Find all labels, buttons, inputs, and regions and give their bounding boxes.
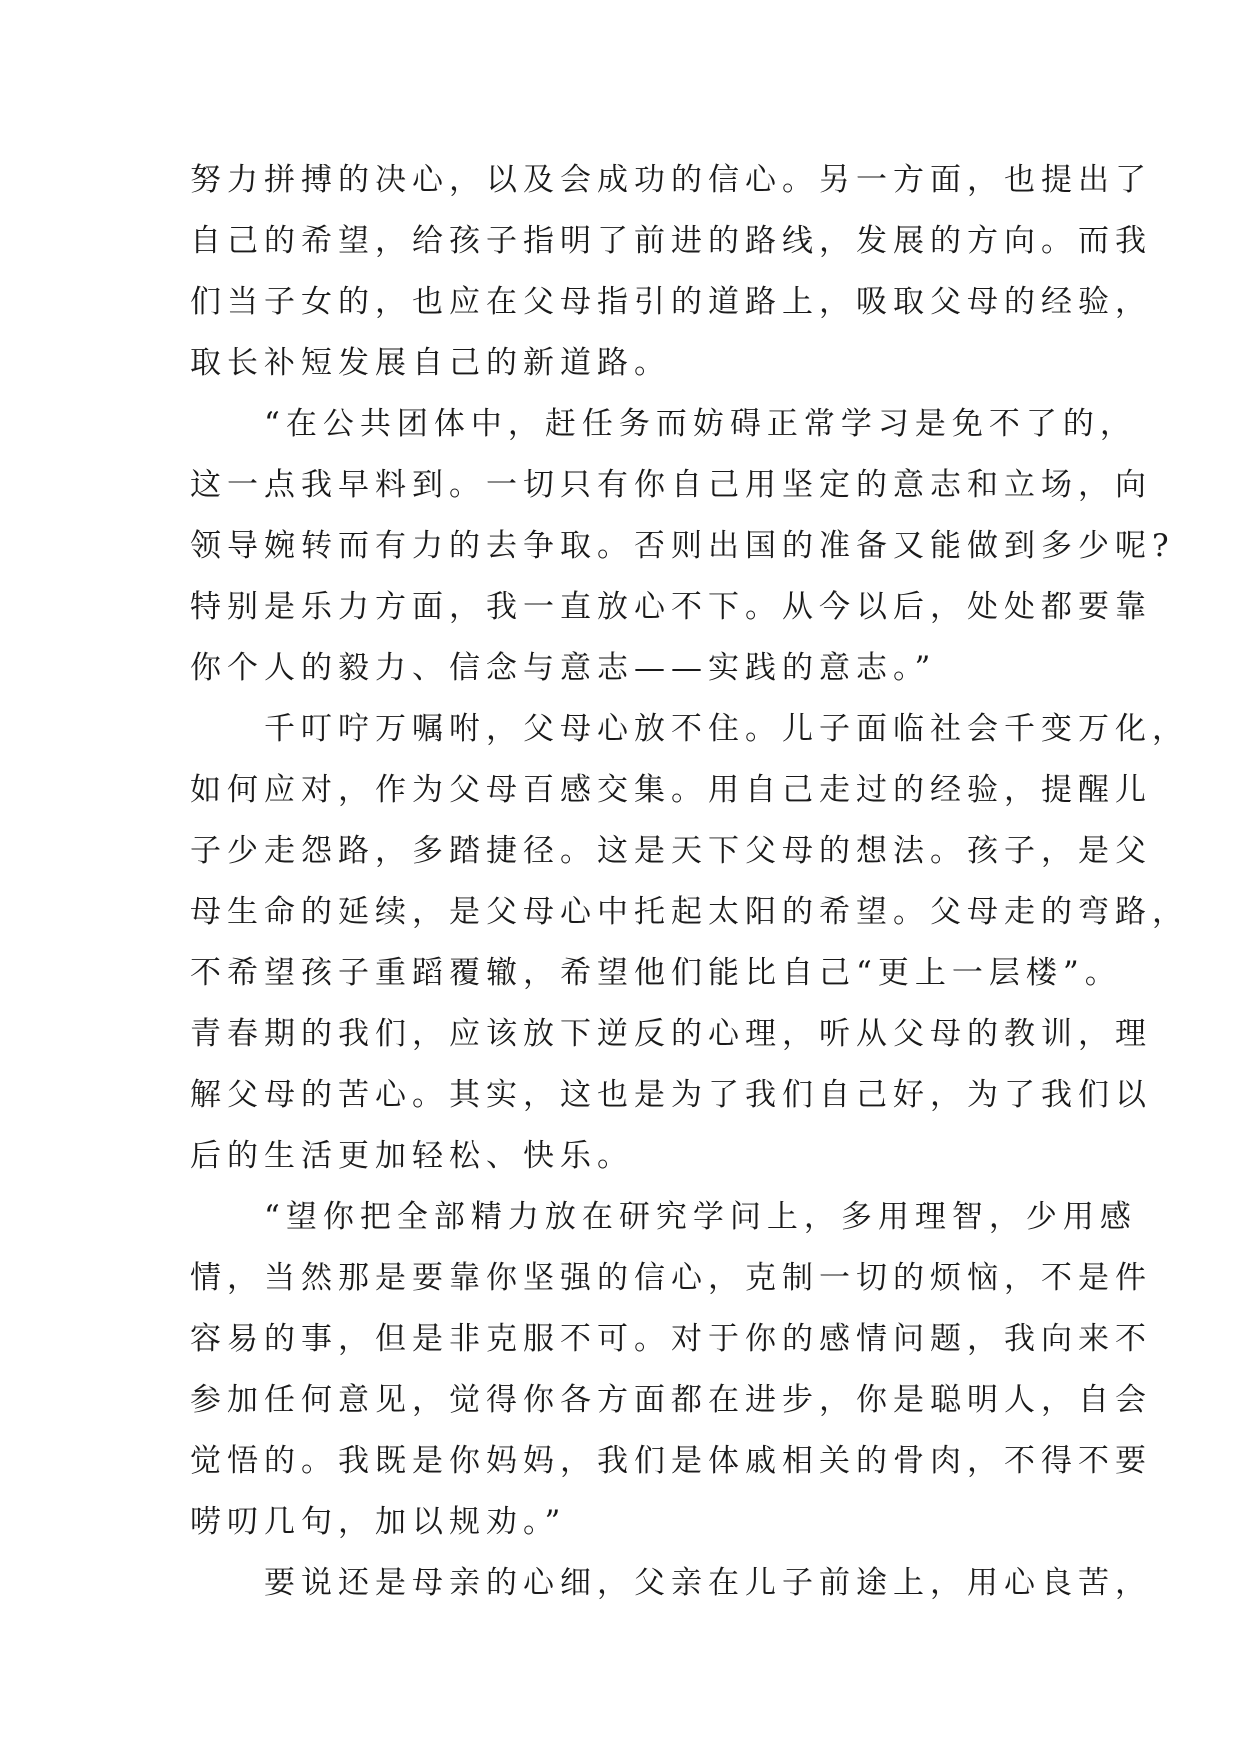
text-line: 千叮咛万嘱咐，父母心放不住。儿子面临社会千变万化， [264, 711, 1189, 747]
text-line: 情，当然那是要靠你坚强的信心，克制一切的烦恼，不是件 [190, 1260, 1152, 1296]
text-line: 们当子女的，也应在父母指引的道路上，吸取父母的经验， [190, 284, 1152, 320]
paragraph [190, 1553, 1152, 1614]
paragraph [190, 150, 1152, 394]
text-line: 取长补短发展自己的新道路。 [190, 345, 671, 381]
text-line: 要说还是母亲的心细，父亲在儿子前途上，用心良苦， [264, 1565, 1152, 1601]
text-line: 唠叨几句，加以规劝。” [190, 1504, 567, 1540]
paragraph [190, 699, 1189, 1187]
text-line: 参加任何意见，觉得你各方面都在进步，你是聪明人，自会 [190, 1382, 1152, 1418]
text-line: “望你把全部精力放在研究学问上，多用理智，少用感 [264, 1199, 1137, 1235]
text-line: 容易的事，但是非克服不可。对于你的感情问题，我向来不 [190, 1321, 1152, 1357]
quote-paragraph [190, 394, 1175, 699]
text-line: 母生命的延续，是父母心中托起太阳的希望。父母走的弯路， [190, 894, 1189, 930]
quote-paragraph [190, 1187, 1152, 1553]
text-line: 特别是乐力方面，我一直放心不下。从今以后，处处都要靠 [190, 589, 1152, 625]
text-line: 你个人的毅力、信念与意志——实践的意志。” [190, 650, 937, 686]
text-line: “在公共团体中，赶任务而妨碍正常学习是免不了的， [264, 406, 1137, 442]
text-line: 子少走怨路，多踏捷径。这是天下父母的想法。孩子，是父 [190, 833, 1152, 869]
text-line: 领导婉转而有力的去争取。否则出国的准备又能做到多少呢? [190, 528, 1175, 564]
text-line: 青春期的我们，应该放下逆反的心理，听从父母的教训，理 [190, 1016, 1152, 1052]
text-line: 解父母的苦心。其实，这也是为了我们自己好，为了我们以 [190, 1077, 1152, 1113]
text-line: 如何应对，作为父母百感交集。用自己走过的经验，提醒儿 [190, 772, 1152, 808]
text-line: 后的生活更加轻松、快乐。 [190, 1138, 634, 1174]
text-line: 觉悟的。我既是你妈妈，我们是体戚相关的骨肉，不得不要 [190, 1443, 1152, 1479]
text-line: 自己的希望，给孩子指明了前进的路线，发展的方向。而我 [190, 223, 1152, 259]
document-body [190, 150, 1189, 1614]
text-line: 这一点我早料到。一切只有你自己用坚定的意志和立场，向 [190, 467, 1152, 503]
text-line: 努力拼搏的决心，以及会成功的信心。另一方面，也提出了 [190, 162, 1152, 198]
text-line: 不希望孩子重蹈覆辙，希望他们能比自己“更上一层楼”。 [190, 955, 1122, 991]
